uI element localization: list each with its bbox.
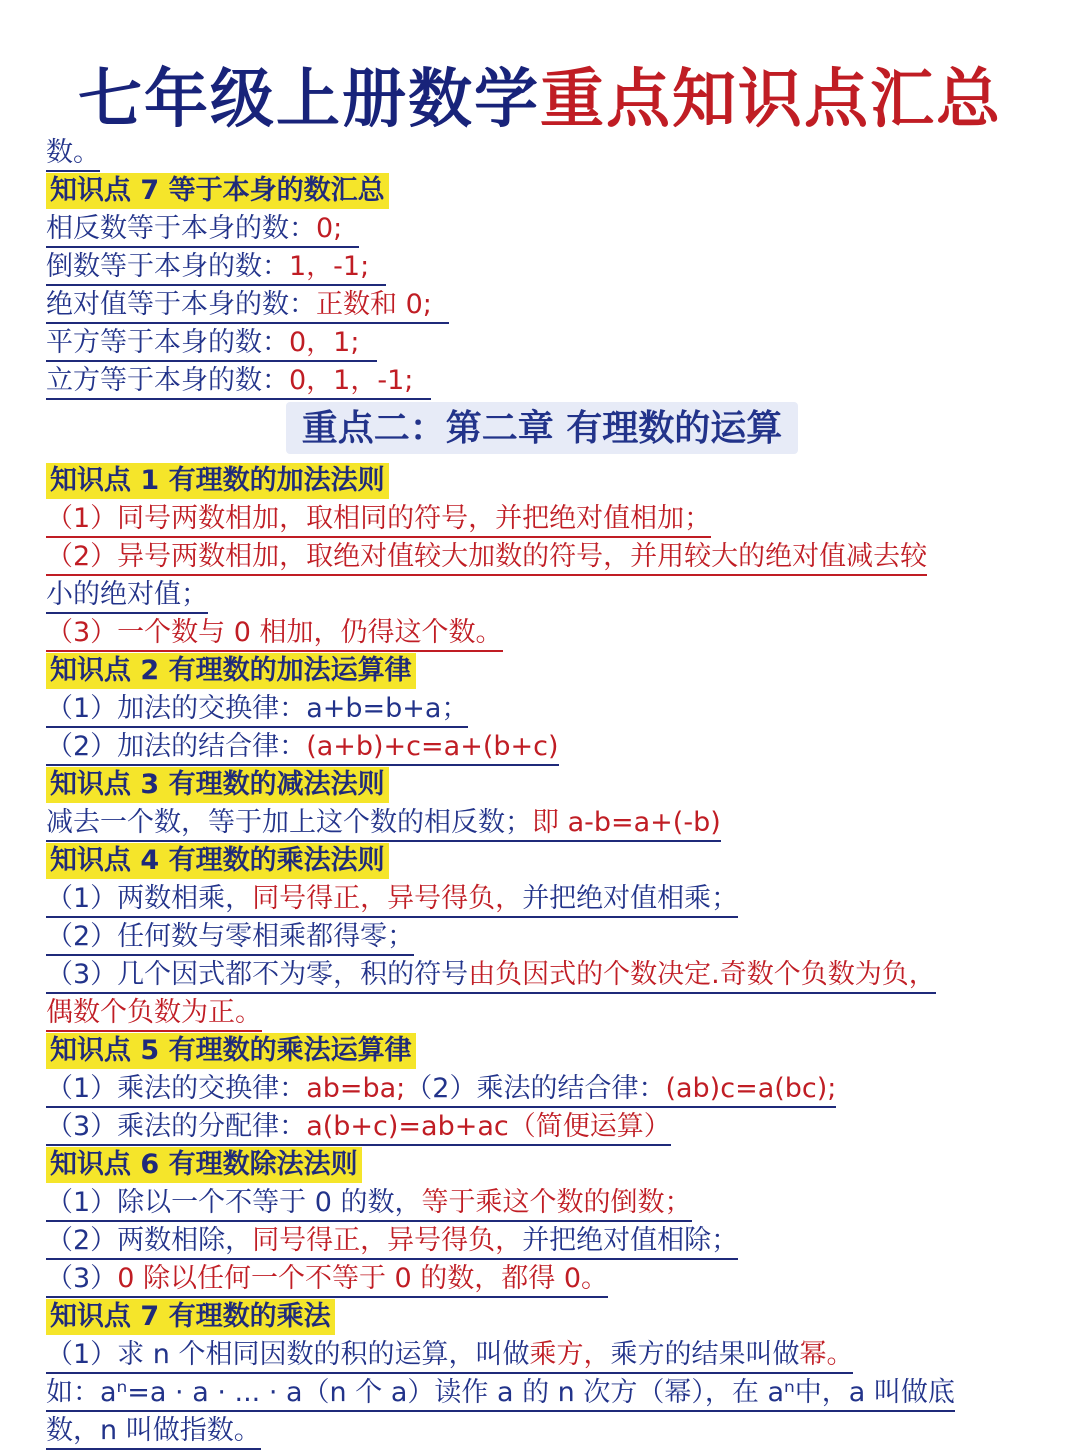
text-fragment: （2）乘法的结合律： [405, 1073, 666, 1104]
text-fragment: 由负因式的个数决定.奇数个负数为负， [468, 959, 936, 990]
text-line [46, 538, 1038, 576]
text-fragment: 如：aⁿ=a · a · ... · a（n 个 a）读作 a 的 n 次方（幂）， [46, 1377, 732, 1408]
text-fragment: （3）几个因式都不为零，积的符号 [46, 959, 469, 990]
text-fragment: （1）同号两数相加，取相同的符号，并把绝对值相加； [46, 502, 711, 538]
underlined-text [46, 1224, 738, 1260]
knowledge-heading [46, 766, 1038, 804]
knowledge-heading [46, 1032, 1038, 1070]
answer-fragment: 正数和 0; [316, 289, 432, 320]
formula-fragment: 即 a-b=a+(-b) [532, 807, 721, 838]
text-line [46, 134, 1038, 172]
answer-fragment: 0，1; [289, 327, 360, 358]
text-fragment: 并把绝对值相除； [522, 1225, 739, 1256]
text-fragment: （3） [46, 1263, 118, 1294]
formula-fragment: a(b+c)=ab+ac（简便运算） [306, 1111, 671, 1142]
text-line [46, 286, 1038, 324]
underlined-text [46, 1110, 671, 1146]
text-fragment: 在 aⁿ中，a 叫做底 [731, 1377, 955, 1408]
text-fragment: 偶数个负数为正。 [46, 996, 262, 1032]
text-fragment: 相反数等于本身的数： [46, 213, 316, 244]
heading-highlight: 知识点 4 有理数的乘法法则 [46, 843, 389, 879]
answer-fragment: 0; [316, 213, 343, 244]
text-fragment: （1）求 n 个相同因数的积的运算， [46, 1339, 476, 1370]
text-fragment: 乘方， [529, 1339, 611, 1370]
text-fragment: （1）两数相乘， [46, 883, 253, 914]
heading-highlight: 知识点 5 有理数的乘法运算律 [46, 1033, 416, 1069]
heading-highlight: 知识点 1 有理数的加法法则 [46, 463, 389, 499]
text-line [46, 1260, 1038, 1298]
text-fragment: （2）异号两数相加，取绝对值较大加数的符号，并用较大的绝对值减去较 [46, 540, 927, 576]
text-line [46, 1374, 1038, 1412]
text-fragment: 小的绝对值； [46, 578, 208, 614]
underlined-text [46, 1072, 836, 1108]
text-fragment: 数。 [46, 136, 100, 172]
text-fragment: （2）任何数与零相乘都得零； [46, 920, 414, 956]
text-fragment: 叫做 [475, 1339, 530, 1370]
text-line [46, 1412, 1038, 1450]
text-line [46, 248, 1038, 286]
answer-fragment: 1，-1; [289, 251, 370, 282]
text-fragment: （2）加法的结合律： [46, 731, 307, 762]
title-red-part: 重点知识点汇总 [540, 62, 1002, 137]
text-fragment: 减去一个数，等于加上这个数的相反数； [46, 807, 532, 838]
underlined-text [46, 958, 936, 994]
text-line [46, 1184, 1038, 1222]
content [46, 134, 1038, 1450]
underlined-text [46, 250, 386, 286]
underlined-text [46, 364, 431, 400]
text-line [46, 362, 1038, 400]
text-line [46, 880, 1038, 918]
title-blue-part: 七年级上册数学 [78, 62, 540, 137]
text-fragment: 并把绝对值相乘； [522, 883, 739, 914]
knowledge-heading [46, 1298, 1038, 1336]
text-line [46, 576, 1038, 614]
underlined-text [46, 1262, 608, 1298]
knowledge-heading [46, 842, 1038, 880]
heading-highlight: 知识点 2 有理数的加法运算律 [46, 653, 416, 689]
text-fragment: 立方等于本身的数： [46, 365, 289, 396]
text-fragment: （1）乘法的交换律： [46, 1073, 307, 1104]
text-line [46, 1336, 1038, 1374]
underlined-text [46, 288, 449, 324]
text-fragment: 平方等于本身的数： [46, 327, 289, 358]
text-fragment: 同号得正，异号得负， [252, 1225, 523, 1256]
underlined-text [46, 1338, 853, 1374]
underlined-text [46, 692, 468, 728]
text-line [46, 1070, 1038, 1108]
knowledge-heading [46, 172, 1038, 210]
answer-fragment: 0，1，-1; [289, 365, 414, 396]
text-fragment: （2）两数相除， [46, 1225, 253, 1256]
text-fragment: 幂。 [799, 1339, 854, 1370]
text-fragment: 倒数等于本身的数： [46, 251, 289, 282]
formula-fragment: a+b=b+a； [306, 693, 469, 724]
text-line [46, 918, 1038, 956]
section-header: 重点二：第二章 有理数的运算 [286, 402, 799, 454]
text-fragment: （3）乘法的分配律： [46, 1111, 307, 1142]
knowledge-heading [46, 652, 1038, 690]
formula-fragment: (ab)c=a(bc); [665, 1073, 837, 1104]
underlined-text [46, 1186, 692, 1222]
formula-fragment: (a+b)+c=a+(b+c) [306, 731, 559, 762]
text-line [46, 614, 1038, 652]
underlined-text [46, 212, 359, 248]
underlined-text [46, 882, 738, 918]
text-line [46, 500, 1038, 538]
section-header-wrap [46, 400, 1038, 462]
text-line [46, 728, 1038, 766]
underlined-text [46, 326, 377, 362]
text-fragment: （1）加法的交换律： [46, 693, 307, 724]
knowledge-heading [46, 1146, 1038, 1184]
text-line [46, 690, 1038, 728]
heading-highlight: 知识点 7 等于本身的数汇总 [46, 173, 389, 209]
text-line [46, 994, 1038, 1032]
text-line [46, 1222, 1038, 1260]
text-line [46, 324, 1038, 362]
formula-fragment: ab=ba; [306, 1073, 406, 1104]
heading-highlight: 知识点 6 有理数除法法则 [46, 1147, 362, 1183]
text-fragment: （3）一个数与 0 相加，仍得这个数。 [46, 616, 503, 652]
heading-highlight: 知识点 3 有理数的减法法则 [46, 767, 389, 803]
page-title [0, 48, 1080, 140]
text-fragment: 同号得正，异号得负， [252, 883, 523, 914]
text-line [46, 804, 1038, 842]
text-fragment: （1）除以一个不等于 0 的数， [46, 1187, 422, 1218]
text-line [46, 1108, 1038, 1146]
text-fragment: 0 除以任何一个不等于 0 的数，都得 0。 [117, 1263, 609, 1294]
underlined-text [46, 806, 721, 842]
text-fragment: 等于乘这个数的倒数； [421, 1187, 692, 1218]
knowledge-heading [46, 462, 1038, 500]
text-fragment: 乘方的结果叫做 [610, 1339, 800, 1370]
text-line [46, 210, 1038, 248]
heading-highlight: 知识点 7 有理数的乘法 [46, 1299, 335, 1335]
underlined-text [46, 1376, 955, 1412]
text-fragment: 数，n 叫做指数。 [46, 1414, 261, 1450]
text-line [46, 956, 1038, 994]
text-fragment: 绝对值等于本身的数： [46, 289, 316, 320]
underlined-text [46, 730, 559, 766]
